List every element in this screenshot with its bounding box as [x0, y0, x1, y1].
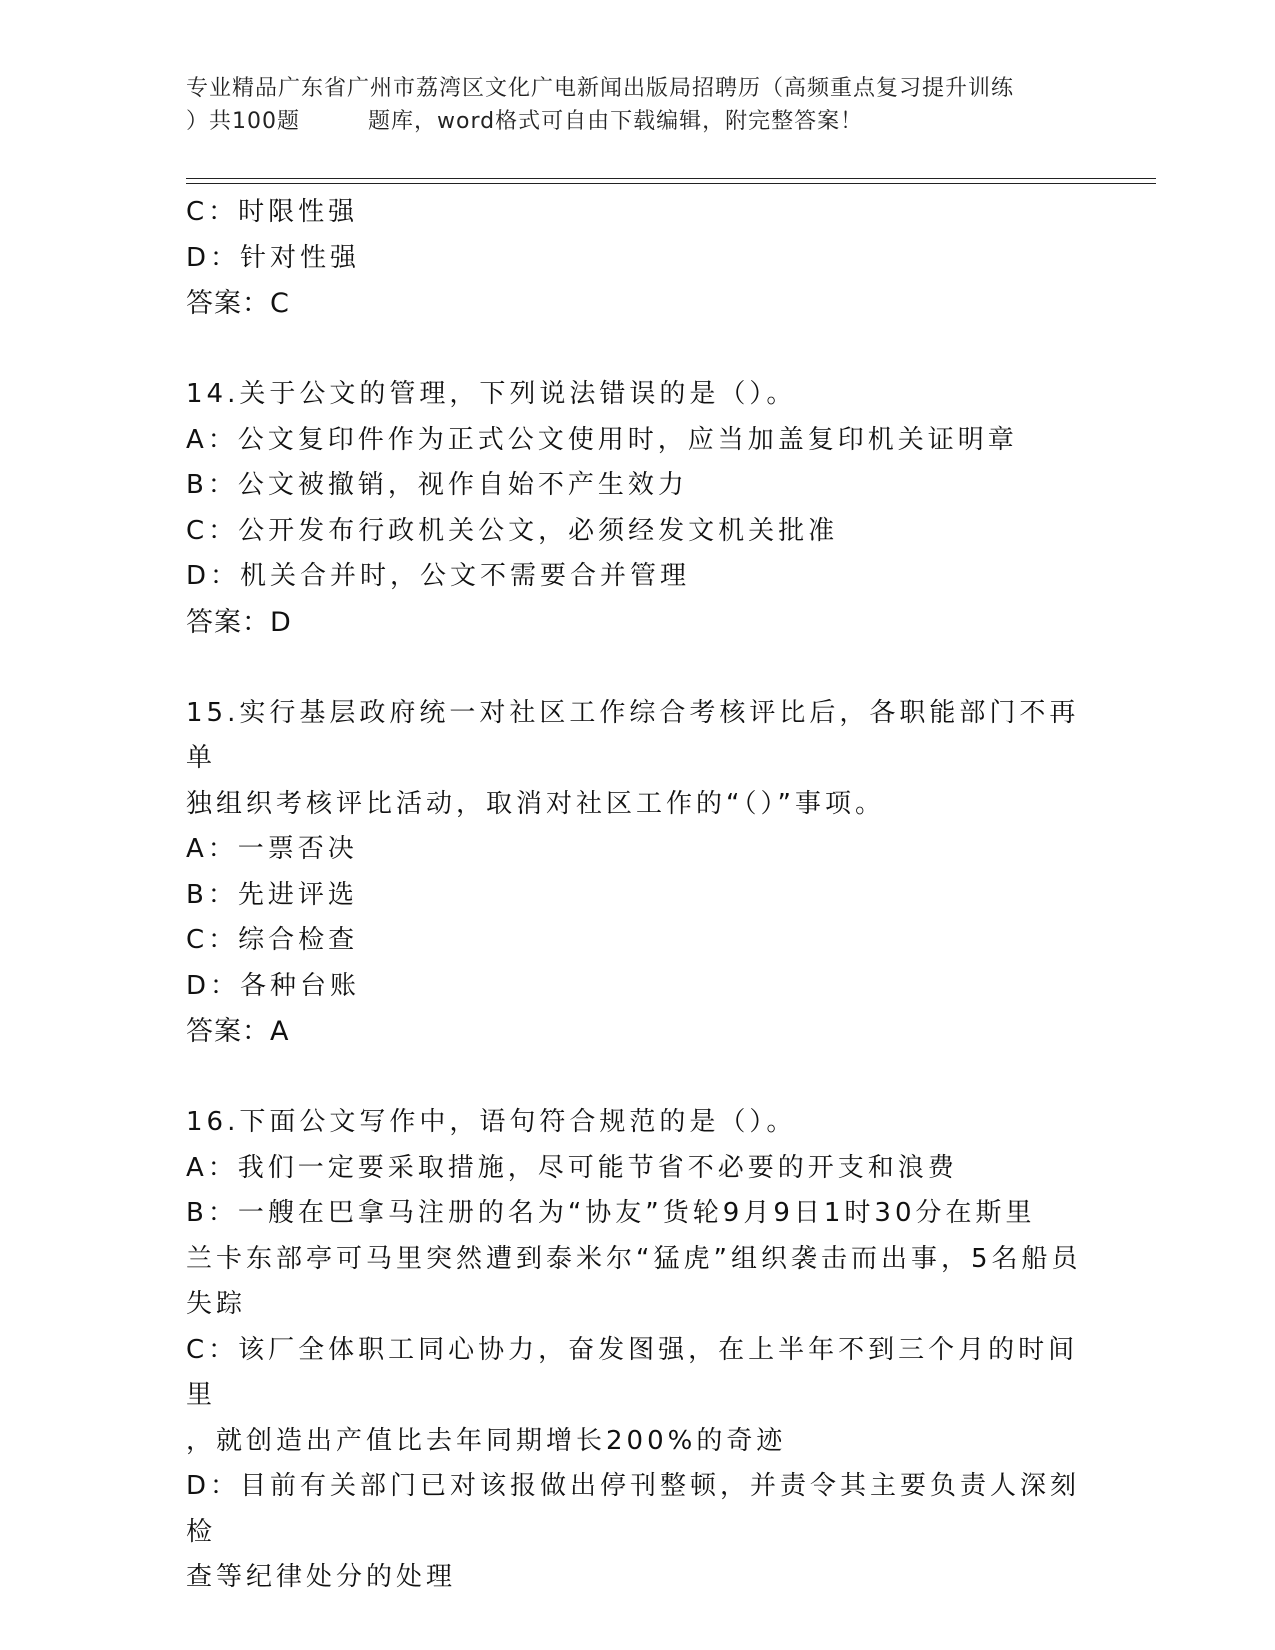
q15-option-c: C：综合检查 — [186, 925, 359, 955]
q15-stem-line-2: 独组织考核评比活动，取消对社区工作的“（）”事项。 — [186, 788, 885, 819]
header-line-2 — [186, 105, 1086, 138]
q14-option-a: A：公文复印件作为正式公文使用时，应当加盖复印机关证明章 — [186, 424, 1018, 455]
q14-option-d: D：机关合并时，公文不需要合并管理 — [186, 561, 691, 591]
q15-option-d: D：各种台账 — [186, 970, 361, 1001]
header-rule-top — [186, 178, 1156, 179]
q16-stem: 16.下面公文写作中，语句符合规范的是（）。 — [186, 1107, 797, 1137]
q14-option-b: B：公文被撤销，视作自始不产生效力 — [186, 470, 688, 500]
spacer — [186, 645, 1086, 691]
spacer — [186, 327, 1086, 373]
q16-option-b-line-3: 失踪 — [186, 1289, 247, 1319]
q14-option-c: C：公开发布行政机关公文，必须经发文机关批准 — [186, 515, 839, 546]
header-count: ）共100题 — [186, 109, 300, 134]
q15-stem-line-1: 15.实行基层政府统一对社区工作综合考核评比后，各职能部门不再单 — [186, 697, 1080, 773]
q16-option-d-line-2: 查等纪律处分的处理 — [186, 1562, 457, 1592]
q15-option-a: A：一票否决 — [186, 834, 358, 864]
spacer — [186, 1055, 1086, 1101]
header-line-1: 专业精品广东省广州市荔湾区文化广电新闻出版局招聘历（高频重点复习提升训练 — [186, 76, 1015, 101]
q16-option-b-line-1: B：一艘在巴拿马注册的名为“协友”货轮9月9日1时30分在斯里 — [186, 1198, 1036, 1228]
page-header — [186, 72, 1086, 138]
q14-answer: 答案：D — [186, 606, 292, 638]
q13-answer: 答案：C — [186, 288, 290, 319]
header-rule-bottom — [186, 183, 1156, 184]
q13-option-d: D：针对性强 — [186, 242, 361, 273]
q16-option-b-line-2: 兰卡东部亭可马里突然遭到泰米尔“猛虎”组织袭击而出事，5名船员 — [186, 1243, 1082, 1274]
header-description: 题库，word格式可自由下载编辑，附完整答案！ — [368, 109, 864, 134]
question-list — [186, 190, 1086, 1601]
q15-option-b: B：先进评选 — [186, 879, 358, 910]
q16-option-a: A：我们一定要采取措施，尽可能节省不必要的开支和浪费 — [186, 1152, 958, 1183]
q14-stem: 14.关于公文的管理，下列说法错误的是（）。 — [186, 379, 797, 409]
q16-option-c-line-2: ，就创造出产值比去年同期增长200%的奇迹 — [186, 1425, 787, 1456]
q15-answer: 答案：A — [186, 1016, 290, 1047]
q16-option-c-line-1: C：该厂全体职工同心协力，奋发图强，在上半年不到三个月的时间里 — [186, 1334, 1079, 1410]
q16-option-d-line-1: D：目前有关部门已对该报做出停刊整顿，并责令其主要负责人深刻检 — [186, 1471, 1081, 1547]
q13-option-c: C：时限性强 — [186, 197, 359, 227]
